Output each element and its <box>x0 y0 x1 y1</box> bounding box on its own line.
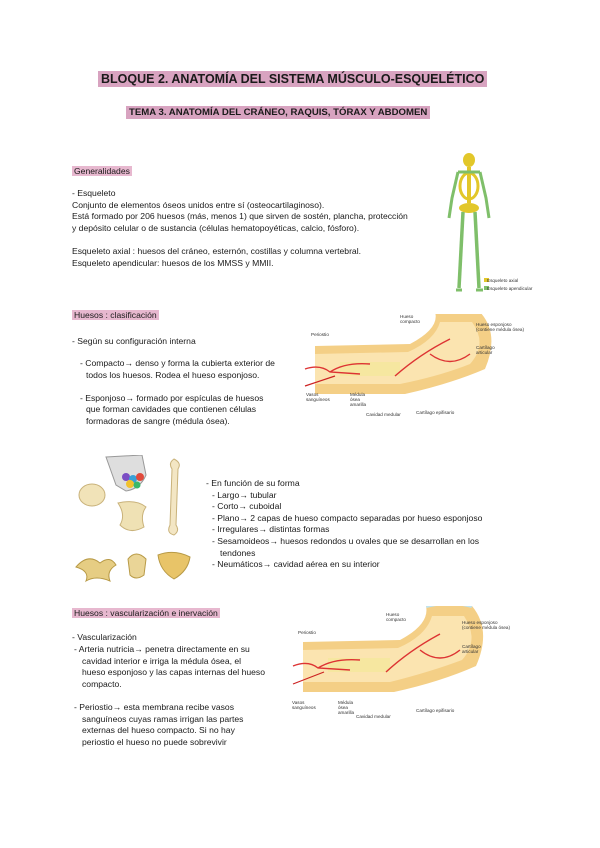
text-line: todos los huesos. Rodea el hueso esponjoso. <box>86 369 260 380</box>
legend-axial: Esqueleto axial <box>487 278 519 283</box>
text-line <box>72 234 408 246</box>
text-line <box>80 381 275 393</box>
diagram-label: Cartílago epifisario <box>416 410 455 415</box>
text-line: que forman cavidades que contienen células <box>86 404 257 415</box>
text-line: Conjunto de elementos óseos unidos entre sí (osteocartilaginoso). <box>72 199 325 210</box>
text-line: formadoras de sangre (médula ósea). <box>86 415 230 426</box>
text-line: cavidad interior e irriga la médula ósea, el <box>82 655 242 666</box>
section-heading-clasificacion: Huesos : clasificación <box>74 310 157 320</box>
vascularizacion-text <box>74 644 265 748</box>
text-line: Esqueleto apendicular: huesos de los MMSS y MMII. <box>72 257 274 268</box>
bone-shapes-image <box>70 455 198 585</box>
clasificacion-text <box>80 358 275 428</box>
text-line: Está formado por 206 huesos (más, menos 1) que sirven de sostén, plancha, protección <box>72 211 408 222</box>
diagram-label: Cavidad medular <box>366 412 401 417</box>
text-line: sanguíneos cuyas ramas irrigan las partes <box>82 713 244 724</box>
text-line: periostio el hueso no puede sobrevivir <box>82 736 227 747</box>
text-line: y depósito celular o de sustancia (células hematopoyéticas, calcio, fósforo). <box>72 222 360 233</box>
text-line <box>74 690 265 702</box>
text-line: - Arteria nutricia→ penetra directamente en su <box>74 644 250 654</box>
text-line: Esqueleto axial : huesos del cráneo, esternón, costillas y columna vertebral. <box>72 245 362 256</box>
diagram-label: Médula ósea amarilla <box>338 700 355 715</box>
text-line: tendones <box>220 547 256 558</box>
text-line: - Neumáticos→ cavidad aérea en su interior <box>212 559 380 570</box>
diagram-label: Hueso esponjoso (contiene médula ósea) <box>476 322 525 332</box>
legend-apendicular: Esqueleto apendicular <box>487 286 533 291</box>
diagram-label: Periostio <box>298 630 316 635</box>
text-line: externas del hueso compacto. Si no hay <box>82 725 235 736</box>
text-line: - Irregulares→ distintas formas <box>212 524 330 535</box>
page-subtitle: TEMA 3. ANATOMÍA DEL CRÁNEO, RAQUIS, TÓRAX Y ABDOMEN <box>126 106 430 119</box>
generalidades-text <box>72 188 408 269</box>
vascularizacion-intro: - Vascularización <box>72 632 137 642</box>
text-line: - Sesamoideos→ huesos redondos u ovales que se desarrollan en los <box>212 535 480 546</box>
text-line: compacto. <box>82 678 122 689</box>
diagram-label: Vasos sanguíneos <box>306 392 330 402</box>
diagram-label: Cartílago articular <box>462 644 481 654</box>
diagram-label: Hueso esponjoso (contiene médula ósea) <box>462 620 511 630</box>
section-heading-vascularizacion: Huesos : vascularización e inervación <box>74 608 218 618</box>
text-line: hueso esponjoso y las capas internas del hueso <box>82 667 265 678</box>
diagram-label: Cartílago articular <box>476 345 495 355</box>
forma-text <box>206 478 482 571</box>
text-line: - Compacto→ denso y forma la cubierta exterior de <box>80 358 275 368</box>
diagram-label: Cartílago epifisario <box>416 708 455 713</box>
text-line: - Corto→ cuboidal <box>212 501 282 512</box>
diagram-label: Cavidad medular <box>356 714 391 719</box>
diagram-label: Periostio <box>311 332 329 337</box>
diagram-label: Médula ósea amarilla <box>350 392 367 407</box>
diagram-label: Hueso compacto <box>400 314 420 324</box>
text-line: - En función de su forma <box>206 478 300 488</box>
text-line: - Esponjoso→ formado por espículas de huesos <box>80 392 264 403</box>
text-line: - Periostio→ esta membrana recibe vasos <box>74 701 235 712</box>
page-title: BLOQUE 2. ANATOMÍA DEL SISTEMA MÚSCULO-ESQUELÉTICO <box>98 71 487 87</box>
text-line: - Plano→ 2 capas de hueso compacto separadas por hueso esponjoso <box>212 512 483 523</box>
text-line: - Esqueleto <box>72 188 116 198</box>
diagram-label: Vasos sanguíneos <box>292 700 316 710</box>
section-heading-generalidades: Generalidades <box>74 166 130 176</box>
clasificacion-intro: - Según su configuración interna <box>72 336 196 346</box>
diagram-label: Hueso compacto <box>386 612 406 622</box>
text-line: - Largo→ tubular <box>212 489 277 500</box>
